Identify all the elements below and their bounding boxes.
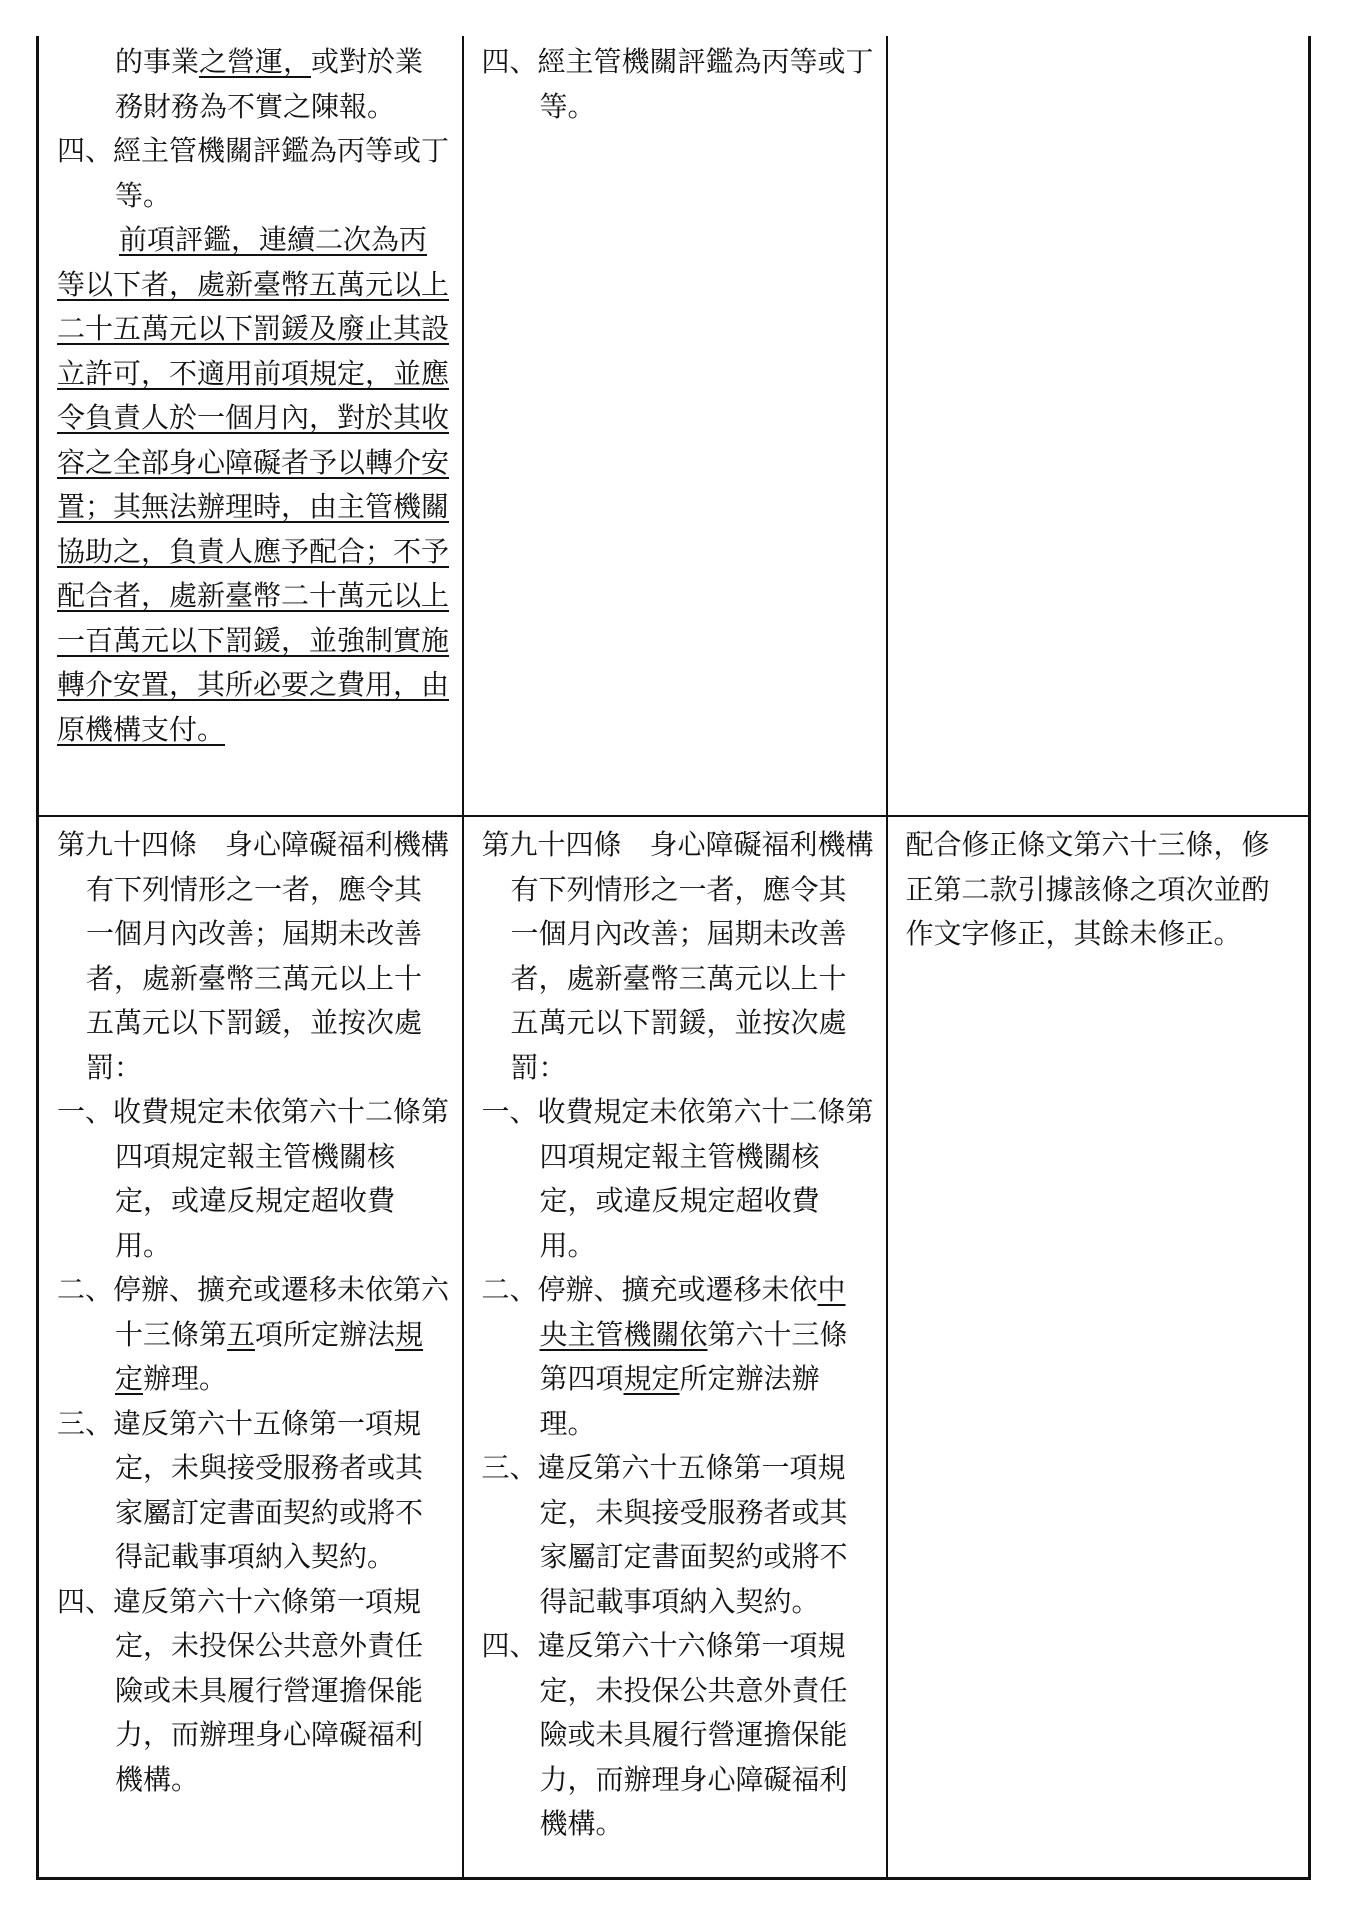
amended-phrase: 五: [227, 1317, 256, 1351]
article-heading: 第九十四條 身心障礙福利機構有下列情形之一者，應令其一個月內改善；屆期未改善者，處新臺幣三萬元以上十五萬元以下罰鍰，並按次處罰：: [481, 828, 874, 1084]
list-item: 四、違反第六十六條第一項規定，未投保公共意外責任險或未具履行營運擔保能力，而辦理身心障礙福利機構。: [481, 1629, 848, 1840]
list-item: 四、經主管機關評鑑為丙等或丁等。: [481, 45, 874, 123]
list-item: 四、經主管機關評鑑為丙等或丁等。: [57, 134, 450, 212]
amended-phrase: 之營運，: [199, 45, 312, 78]
amended-text-cell: [38, 36, 463, 816]
list-item: 三、違反第六十五條第一項規定，未與接受服務者或其家屬訂定書面契約或將不得記載事項納入契約。: [57, 1406, 424, 1573]
list-item: 一、收費規定未依第六十二條第四項規定報主管機關核定，或違反規定超收費用。: [57, 1095, 450, 1262]
table-row: [38, 36, 1310, 816]
current-text-cell: [463, 36, 887, 816]
clause-continuation: 的事業之營運，或對於業務財務為不實之陳報。: [115, 45, 424, 123]
list-item: 二、停辦、擴充或遷移未依第六十三條第五項所定辦法規定辦理。: [57, 1273, 450, 1395]
amended-phrase: 規定: [623, 1362, 680, 1395]
table-row: [38, 816, 1310, 1879]
list-item: 一、收費規定未依第六十二條第四項規定報主管機關核定，或違反規定超收費用。: [481, 1095, 874, 1262]
explanation-text: 配合修正條文第六十三條，修正第二款引據該條之項次並酌作文字修正，其餘未修正。: [905, 828, 1270, 950]
amended-phrase: 規定: [115, 1317, 424, 1395]
article-heading: 第九十四條 身心障礙福利機構有下列情形之一者，應令其一個月內改善；屆期未改善者，處新臺幣三萬元以上十五萬元以下罰鍰，並按次處罰：: [57, 828, 450, 1084]
added-paragraph: 前項評鑑，連續二次為丙等以下者，處新臺幣五萬元以上二十五萬元以下罰鍰及廢止其設立許可，不適用前項規定，並應令負責人於一個月內，對於其收容之全部身心障礙者予以轉介安置；其無法辦理時，由主管機關協助之，負責人應予配合；不予配合者，處新臺幣二十萬元以上一百萬元以下罰鍰，並強制實施轉介安置，其所必要之費用，由原機構支付。: [57, 223, 450, 746]
list-item: 二、停辦、擴充或遷移未依中央主管機關依第六十三條第四項規定所定辦法辦理。: [481, 1273, 848, 1440]
current-text-cell: [463, 816, 887, 1879]
list-item: 四、違反第六十六條第一項規定，未投保公共意外責任險或未具履行營運擔保能力，而辦理身心障礙福利機構。: [57, 1584, 424, 1796]
list-item: 三、違反第六十五條第一項規定，未與接受服務者或其家屬訂定書面契約或將不得記載事項納入契約。: [481, 1451, 848, 1618]
explanation-cell: [887, 816, 1310, 1879]
explanation-cell: [887, 36, 1310, 816]
amended-phrase: 中央主管機關依: [539, 1273, 846, 1351]
amended-text-cell: [38, 816, 463, 1879]
amendment-comparison-table: [36, 36, 1311, 1880]
